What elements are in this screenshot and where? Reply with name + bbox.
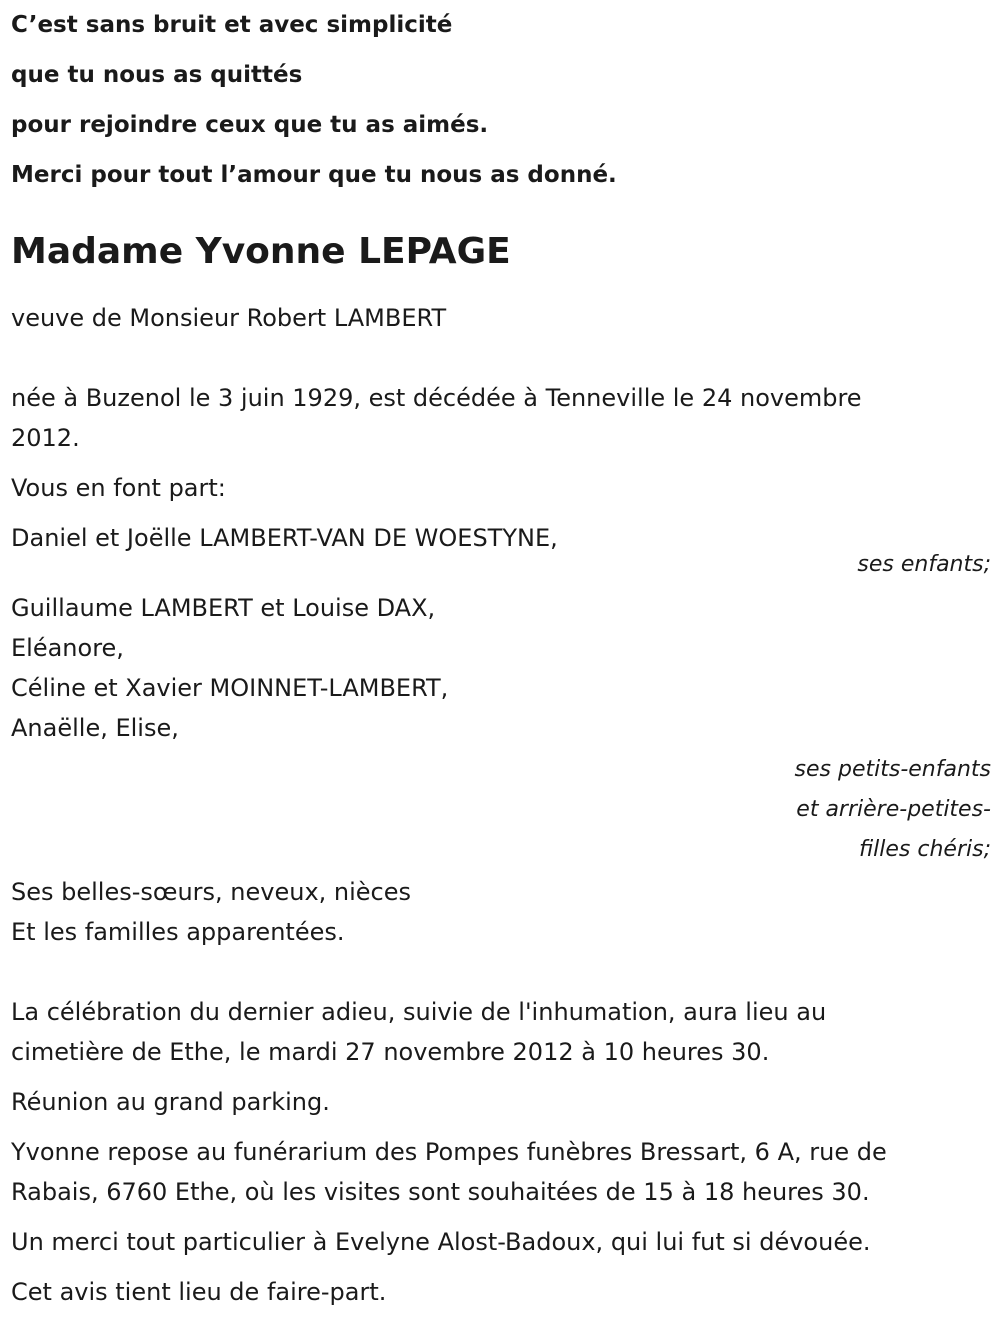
children-section [11, 518, 991, 578]
poem-line: pour rejoindre ceux que tu as aimés. [11, 112, 489, 138]
extended-family-line: Et les familles apparentées. [11, 918, 345, 946]
grandchildren-name: Céline et Xavier MOINNET-LAMBERT, [11, 674, 449, 702]
thanks: Un merci tout particulier à Evelyne Alost-Badoux, qui lui fut si dévouée. [11, 1228, 871, 1256]
ceremony-line: La célébration du dernier adieu, suivie de l'inhumation, aura lieu au [11, 998, 827, 1026]
widow-of: veuve de Monsieur Robert LAMBERT [11, 304, 447, 332]
grandchildren-relation: ses petits-enfants [794, 757, 991, 782]
obituary-notice [11, 0, 991, 1312]
grandchildren-name: Anaëlle, Elise, [11, 714, 179, 742]
rest-line: Rabais, 6760 Ethe, où les visites sont souhaitées de 15 à 18 heures 30. [11, 1178, 870, 1206]
birth-death-line: née à Buzenol le 3 juin 1929, est décédée à Tenneville le 24 novembre [11, 384, 862, 412]
grandchildren-relation: filles chéris; [858, 837, 991, 862]
grandchildren-name: Guillaume LAMBERT et Louise DAX, [11, 594, 436, 622]
grandchildren-relation: et arrière-petites- [796, 797, 991, 822]
rest-line: Yvonne repose au funérarium des Pompes funèbres Bressart, 6 A, rue de [11, 1138, 887, 1166]
ceremony-line: cimetière de Ethe, le mardi 27 novembre 2012 à 10 heures 30. [11, 1038, 770, 1066]
extended-family-section [11, 872, 991, 952]
birth-death-info [11, 378, 991, 458]
extended-family-line: Ses belles-sœurs, neveux, nièces [11, 878, 412, 906]
poem-line: C’est sans bruit et avec simplicité [11, 12, 453, 38]
children-relation: ses enfants; [857, 552, 991, 577]
closing-note: Cet avis tient lieu de faire-part. [11, 1278, 387, 1306]
rest-info [11, 1132, 991, 1212]
poem [11, 0, 991, 200]
poem-line: Merci pour tout l’amour que tu nous as donné. [11, 162, 617, 188]
grandchildren-name: Eléanore, [11, 634, 124, 662]
meeting-info: Réunion au grand parking. [11, 1088, 330, 1116]
announcement-intro: Vous en font part: [11, 474, 226, 502]
poem-line: que tu nous as quittés [11, 62, 303, 88]
children-names: Daniel et Joëlle LAMBERT-VAN DE WOESTYNE, [11, 524, 558, 552]
ceremony-info [11, 992, 991, 1072]
birth-death-line: 2012. [11, 424, 80, 452]
grandchildren-section [11, 588, 991, 870]
deceased-name: Madame Yvonne LEPAGE [11, 231, 511, 272]
